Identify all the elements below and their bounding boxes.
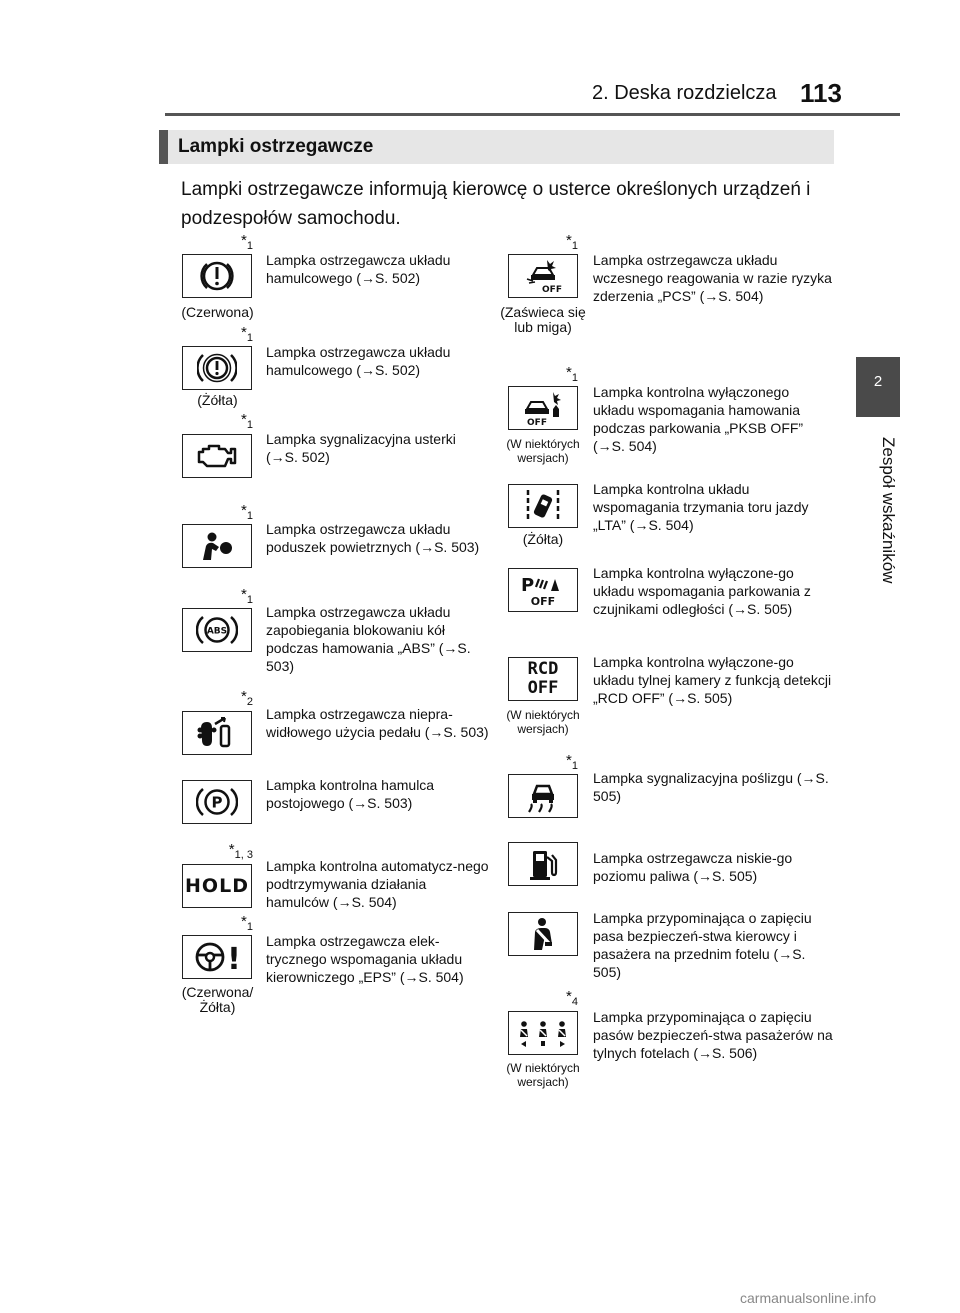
caption: (Zaświeca się lub miga) bbox=[500, 304, 586, 335]
abs-icon bbox=[182, 608, 252, 652]
description: Lampka ostrzegawcza niepra-widłowego użycia pedału (→S. 503) bbox=[266, 706, 489, 740]
description: Lampka kontrolna wyłączone-go układu wspomagania parkowania z czujnikami odległości (→S. 505) bbox=[593, 565, 811, 617]
description: Lampka ostrzegawcza układu poduszek powietrznych (→S. 503) bbox=[266, 521, 480, 555]
fuel-icon bbox=[508, 842, 578, 886]
description: Lampka ostrzegawcza układu hamulcowego (→S. 502) bbox=[266, 252, 451, 286]
off-label: OFF bbox=[530, 595, 556, 608]
seatbelt-front-icon bbox=[508, 912, 578, 956]
description: Lampka ostrzegawcza układu hamulcowego (→S. 502) bbox=[266, 344, 451, 378]
description: Lampka sygnalizacyjna usterki (→S. 502) bbox=[266, 431, 456, 465]
hold-label: HOLD bbox=[185, 875, 249, 897]
engine-icon bbox=[182, 434, 252, 478]
caption: (Żółta) bbox=[522, 531, 564, 547]
side-label: Zespół wskaźników bbox=[879, 437, 898, 584]
description: Lampka ostrzegawcza elek-trycznego wspomagania układu kierowniczego „EPS” (→S. 504) bbox=[266, 933, 464, 985]
star-note: $*_1$ bbox=[241, 586, 253, 606]
watermark: carmanualsonline.info bbox=[740, 1290, 877, 1306]
star-note: $*_1$ bbox=[241, 913, 253, 933]
steering-warning-icon bbox=[182, 935, 252, 979]
star-note: $*_{1, 3}$ bbox=[228, 841, 253, 861]
hold-icon bbox=[182, 864, 252, 908]
parking-sensor-off-icon bbox=[508, 568, 578, 612]
caption: (Żółta) bbox=[197, 392, 238, 408]
lta-icon bbox=[508, 484, 578, 528]
page-number: 113 bbox=[800, 78, 842, 108]
abs-label: ABS bbox=[206, 626, 228, 637]
description: Lampka kontrolna wyłączone-go układu tylnej kamery z funkcją detekcji „RCD OFF” (→S. 505) bbox=[593, 654, 832, 706]
caption: (W niektórych wersjach) bbox=[506, 437, 580, 465]
header-section-title: 2. Deska rozdzielcza bbox=[592, 82, 777, 104]
star-note: $*_1$ bbox=[566, 364, 578, 384]
star-note: $*_1$ bbox=[241, 324, 253, 344]
off-label: OFF bbox=[527, 678, 559, 698]
header-rule bbox=[165, 113, 900, 116]
description: Lampka kontrolna wyłączonego układu wspomagania hamowania podczas parkowania „PKSB OFF” (→S. 504) bbox=[593, 384, 804, 454]
star-note: $*_1$ bbox=[566, 752, 578, 772]
airbag-icon bbox=[182, 524, 252, 568]
description: Lampka ostrzegawcza układu zapobiegania blokowaniu kół podczas hamowania „ABS” (→S. 503) bbox=[266, 604, 471, 674]
description: Lampka kontrolna automatycz-nego podtrzymywania działania hamulców (→S. 504) bbox=[266, 858, 489, 910]
description: Lampka kontrolna układu wspomagania trzymania toru jazdy „LTA” (→S. 504) bbox=[593, 481, 809, 533]
seatbelt-rear-icon bbox=[508, 1011, 578, 1055]
description: Lampka sygnalizacyjna poślizgu (→S. 505) bbox=[593, 770, 829, 804]
description: Lampka ostrzegawcza niskie-go poziomu paliwa (→S. 505) bbox=[593, 850, 793, 884]
caption: (Czerwona/ Żółta) bbox=[181, 984, 254, 1015]
caption: (Czerwona) bbox=[181, 304, 254, 320]
description: Lampka przypominająca o zapięciu pasa bezpieczeń-stwa kierowcy i pasażera na przednim fotelu (→S. 505) bbox=[593, 910, 812, 980]
rcd-off-icon bbox=[508, 657, 578, 701]
description: Lampka kontrolna hamulca postojowego (→S. 503) bbox=[266, 777, 435, 811]
off-label: OFF bbox=[527, 418, 547, 427]
description: Lampka przypominająca o zapięciu pasów bezpieczeń-stwa pasażerów na tylnych fotelach (→S. 506) bbox=[593, 1009, 833, 1061]
pksb-off-icon bbox=[508, 386, 578, 430]
off-label: OFF bbox=[542, 285, 562, 295]
exclaim-mark: ! bbox=[227, 942, 241, 975]
caption: (W niektórych wersjach) bbox=[506, 1061, 580, 1089]
slip-indicator-icon bbox=[508, 774, 578, 818]
section-title: Lampki ostrzegawcze bbox=[178, 136, 374, 157]
section-heading bbox=[159, 130, 834, 164]
star-note: $*_1$ bbox=[566, 232, 578, 252]
parking-brake-icon bbox=[182, 780, 252, 824]
brake-warning-yellow-icon bbox=[182, 346, 252, 390]
rcd-label: RCD bbox=[527, 659, 559, 679]
intro-paragraph: Lampki ostrzegawcze informują kierowcę o usterce określonych urządzeń i podzespołów samochodu. bbox=[181, 179, 811, 229]
star-note: $*_4$ bbox=[566, 988, 578, 1008]
caption: (W niektórych wersjach) bbox=[506, 708, 580, 736]
star-note: $*_1$ bbox=[241, 232, 253, 252]
star-note: $*_1$ bbox=[241, 411, 253, 431]
parking-letter: P bbox=[211, 793, 223, 812]
brake-warning-icon bbox=[182, 254, 252, 298]
side-tab: 2 bbox=[856, 357, 900, 417]
pedal-misuse-icon bbox=[182, 711, 252, 755]
parking-letter: P bbox=[521, 575, 535, 596]
star-note: $*_2$ bbox=[241, 688, 253, 708]
star-note: $*_1$ bbox=[241, 502, 253, 522]
pcs-off-icon bbox=[508, 254, 578, 298]
description: Lampka ostrzegawcza układu wczesnego reagowania w razie ryzyka zderzenia „PCS” (→S. 504) bbox=[593, 252, 832, 304]
